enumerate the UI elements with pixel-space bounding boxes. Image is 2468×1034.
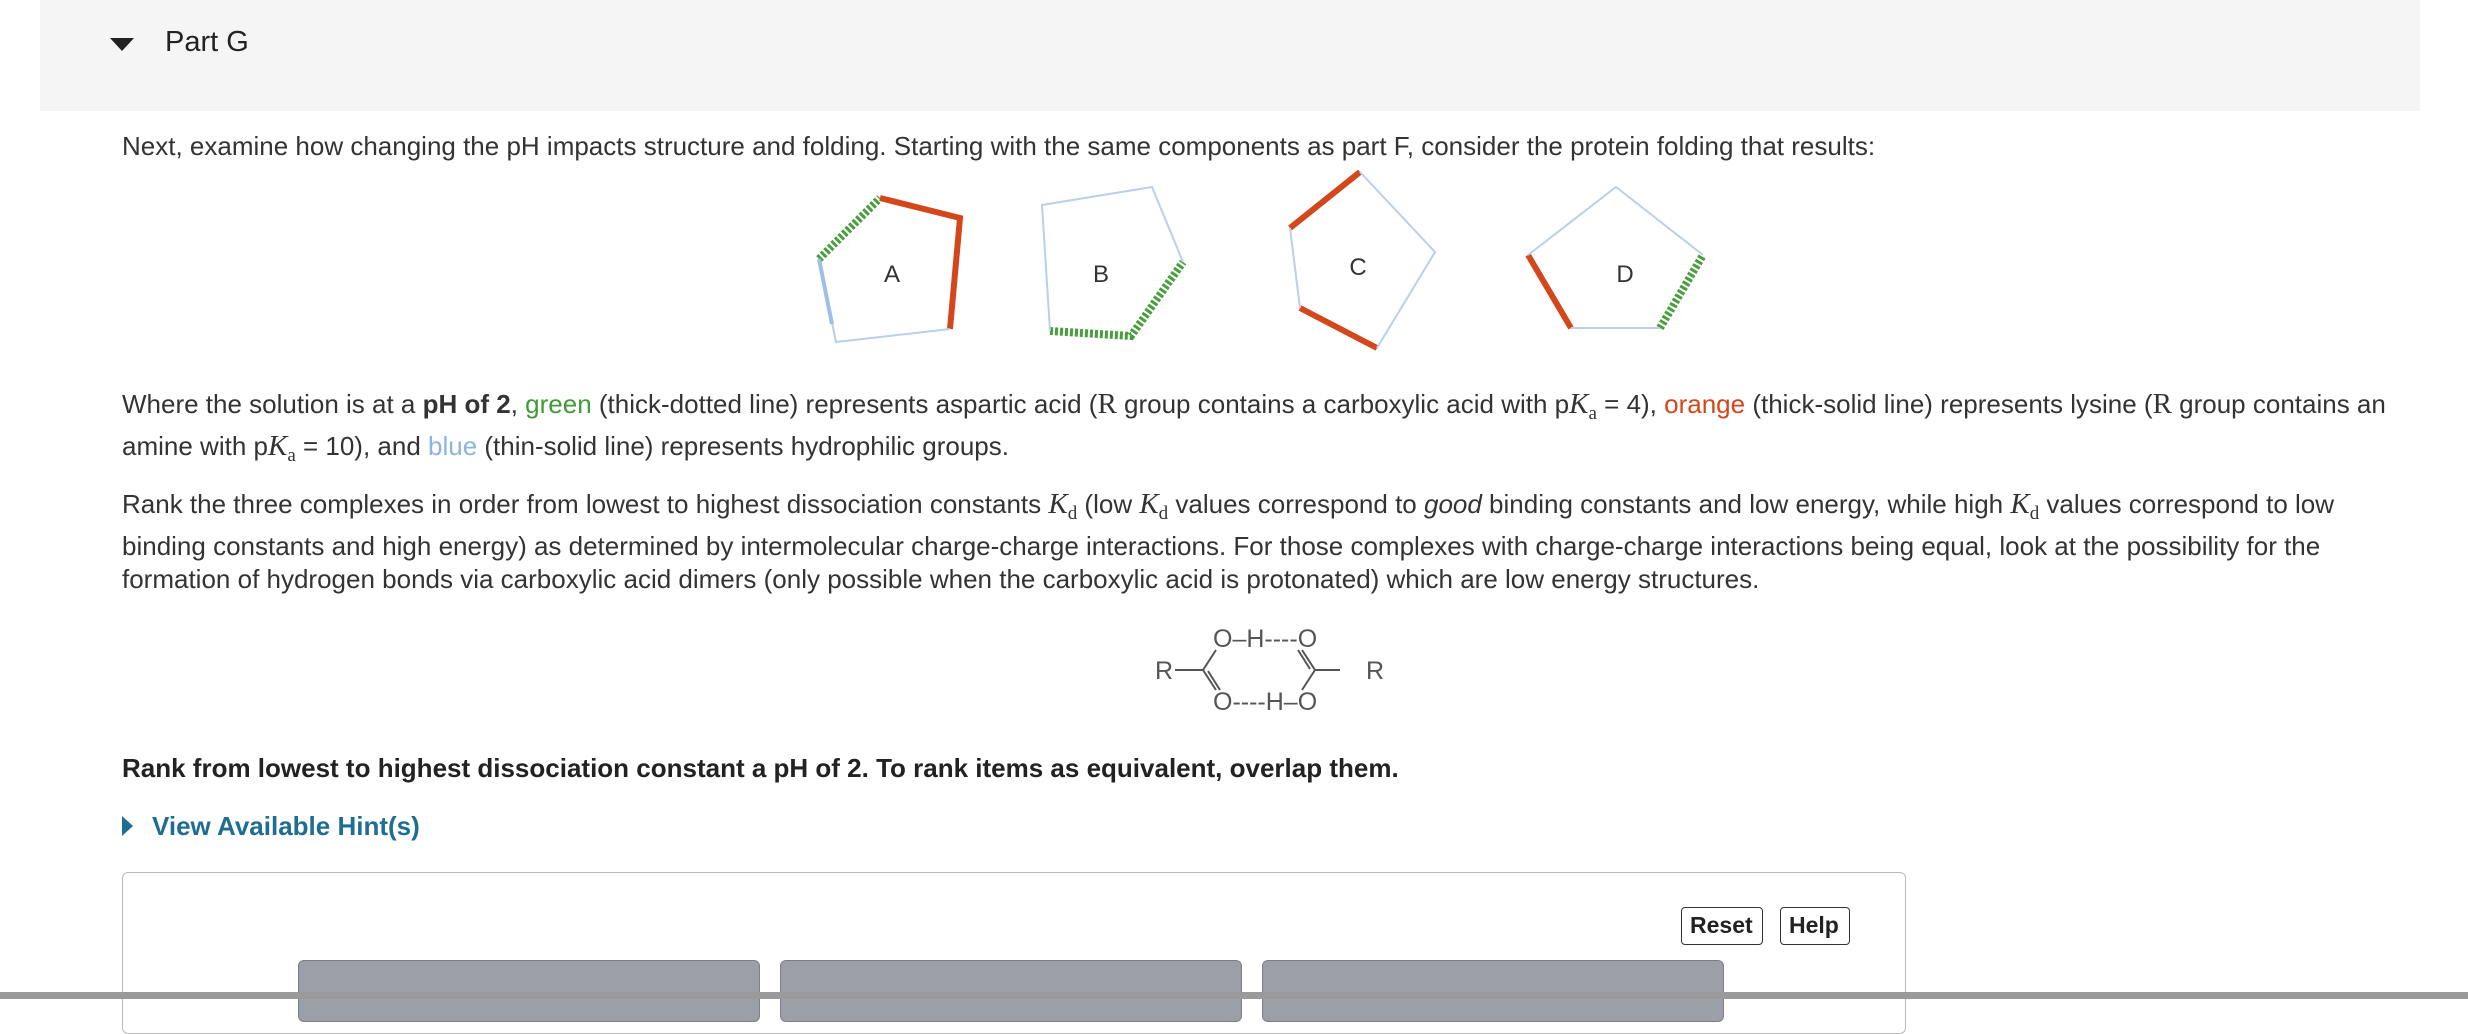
- complex-d: [1528, 187, 1703, 328]
- help-button[interactable]: Help: [1780, 907, 1850, 945]
- rank-good: good: [1423, 489, 1482, 519]
- rank-text-3: values correspond to: [1168, 489, 1424, 519]
- legend-k-2: K: [267, 430, 288, 462]
- complex-c-label: C: [1349, 254, 1367, 281]
- legend-green: green: [525, 389, 592, 419]
- legend-orange: orange: [1664, 389, 1746, 419]
- rank-text-4: binding constants and low energy, while high: [1481, 489, 2011, 519]
- hint-expand-icon[interactable]: [122, 816, 133, 836]
- legend-text-8: = 10), and: [295, 431, 429, 461]
- legend-k-1: K: [1569, 388, 1589, 420]
- rank-item-tile[interactable]: [1262, 960, 1724, 1022]
- legend-ph: pH of 2: [422, 389, 511, 419]
- part-header[interactable]: [40, 0, 2420, 111]
- legend-blue: blue: [428, 431, 478, 461]
- complex-a-label: A: [883, 261, 901, 288]
- rank-paragraph: [122, 488, 2422, 596]
- rank-item-tile[interactable]: [780, 960, 1242, 1022]
- legend-paragraph: [122, 388, 2422, 472]
- collapse-triangle-icon[interactable]: [110, 38, 134, 51]
- dimer-left-r: R: [1155, 657, 1174, 685]
- dimer-top-label: O–H----O: [1213, 625, 1318, 653]
- rank-item-tile[interactable]: [298, 960, 760, 1022]
- legend-a-2: a: [287, 445, 296, 466]
- reset-button[interactable]: Reset: [1681, 907, 1763, 945]
- rank-text-1: Rank the three complexes in order from lowest to highest dissociation constants: [122, 489, 1049, 519]
- legend-text-4: group contains a carboxylic acid with p: [1116, 389, 1570, 419]
- carboxylic-acid-dimer-figure: [1140, 614, 1400, 724]
- legend-text-9: (thin-solid line) represents hydrophilic groups.: [477, 431, 1009, 461]
- rank-instruction: Rank from lowest to highest dissociation constant a pH of 2. To rank items as equivalent, overlap them.: [122, 753, 1399, 783]
- rank-text-2: (low: [1077, 489, 1140, 519]
- legend-r-1: R: [1097, 388, 1117, 420]
- complexes-figure: [800, 165, 1740, 365]
- legend-a-1: a: [1588, 403, 1597, 424]
- rank-d-2: d: [1158, 503, 1169, 524]
- legend-text-5: = 4),: [1596, 389, 1665, 419]
- complex-c: [1290, 172, 1435, 348]
- complex-b: [1042, 187, 1183, 336]
- dimer-right-r: R: [1366, 657, 1385, 685]
- complex-a: [819, 198, 960, 342]
- part-title: Part G: [165, 26, 249, 58]
- rank-k-3: K: [2010, 488, 2030, 520]
- intro-text: Next, examine how changing the pH impacts structure and folding. Starting with the same components as part F, consider the protein folding that results:: [122, 131, 1876, 161]
- rank-k-1: K: [1048, 488, 1068, 520]
- legend-text-1: Where the solution is at a: [122, 389, 423, 419]
- complex-d-label: D: [1616, 261, 1634, 288]
- rank-d-3: d: [2029, 503, 2040, 524]
- legend-text-3: (thick-dotted line) represents aspartic acid (: [591, 389, 1098, 419]
- rank-k-2: K: [1139, 488, 1159, 520]
- legend-text-2: ,: [510, 389, 526, 419]
- legend-text-7: group contains an amine with p: [122, 389, 2386, 461]
- view-hints-link[interactable]: View Available Hint(s): [152, 811, 420, 841]
- legend-r-2: R: [2152, 388, 2172, 420]
- window-bottom-bar: [0, 992, 2468, 999]
- rank-d-1: d: [1067, 503, 1078, 524]
- legend-text-6: (thick-solid line) represents lysine (: [1745, 389, 2153, 419]
- rank-text-5: values correspond to low binding constants and high energy) as determined by intermolecular charge-charge interactions. For those complexes with charge-charge interactions being equal, look at the possibility for the formation of hydrogen bonds via carboxylic acid dimers (only possible when the carboxylic acid is protonated) which are low energy structures.: [122, 489, 2335, 594]
- dimer-bottom-label: O----H–O: [1213, 688, 1318, 716]
- complex-b-label: B: [1092, 261, 1110, 288]
